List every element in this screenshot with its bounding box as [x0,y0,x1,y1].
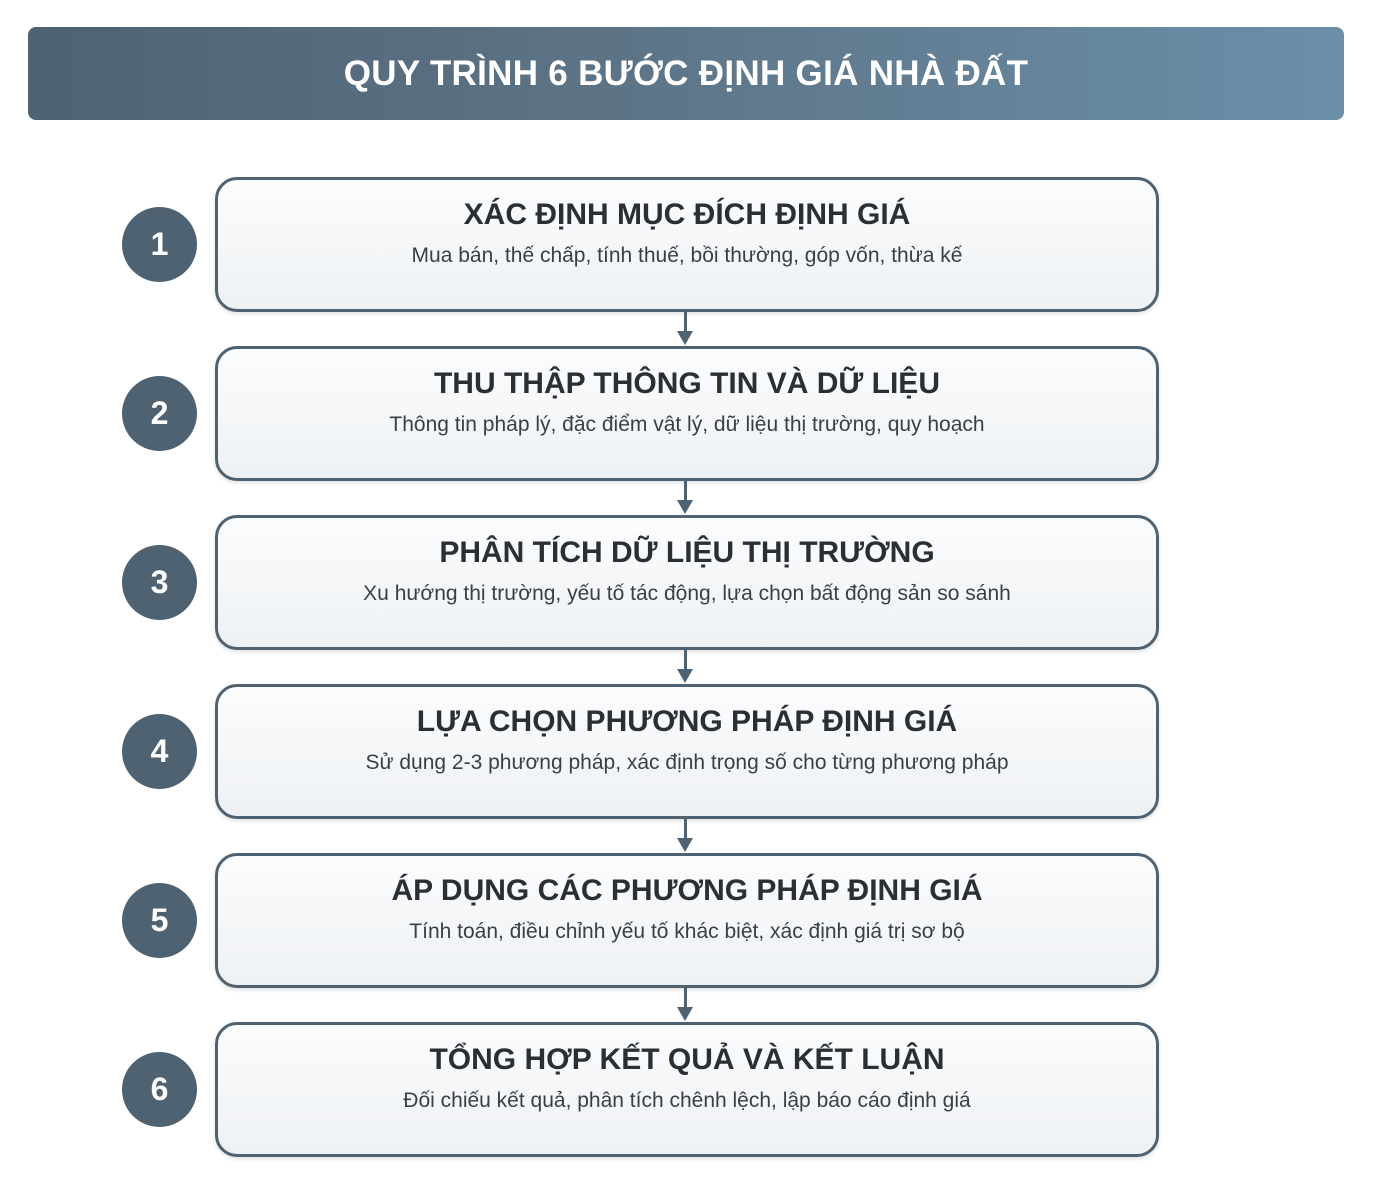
step-5 [0,853,1374,987]
step-description: Mua bán, thế chấp, tính thuế, bồi thường, góp vốn, thừa kế [411,244,963,267]
step-number-badge: 2 [122,376,197,451]
step-title: LỰA CHỌN PHƯƠNG PHÁP ĐỊNH GIÁ [416,705,958,738]
step-box [215,1022,1159,1157]
step-description: Đối chiếu kết quả, phân tích chênh lệch, lập báo cáo định giá [403,1089,971,1112]
step-title: TỔNG HỢP KẾT QUẢ VÀ KẾT LUẬN [429,1043,945,1076]
step-6 [0,1022,1374,1156]
arrow-down-icon [677,669,693,683]
page-title: QUY TRÌNH 6 BƯỚC ĐỊNH GIÁ NHÀ ĐẤT [343,53,1029,93]
step-title: XÁC ĐỊNH MỤC ĐÍCH ĐỊNH GIÁ [463,198,911,231]
step-title: THU THẬP THÔNG TIN VÀ DỮ LIỆU [433,367,940,400]
step-title: ÁP DỤNG CÁC PHƯƠNG PHÁP ĐỊNH GIÁ [391,874,983,907]
step-title: PHÂN TÍCH DỮ LIỆU THỊ TRƯỜNG [439,536,935,569]
arrow-down-icon [677,1007,693,1021]
title-banner [28,27,1344,120]
step-1 [0,177,1374,311]
step-box [215,515,1159,650]
step-number-badge: 1 [122,207,197,282]
step-number-badge: 3 [122,545,197,620]
arrow-down-icon [677,331,693,345]
arrow-down-icon [677,838,693,852]
step-2 [0,346,1374,480]
step-box [215,684,1159,819]
connector-line [684,309,687,333]
step-number-badge: 6 [122,1052,197,1127]
step-box [215,853,1159,988]
step-description: Sử dụng 2-3 phương pháp, xác định trọng số cho từng phương pháp [365,751,1009,774]
step-description: Xu hướng thị trường, yếu tố tác động, lựa chọn bất động sản so sánh [363,582,1011,605]
step-description: Tính toán, điều chỉnh yếu tố khác biệt, xác định giá trị sơ bộ [409,920,965,943]
connector-line [684,816,687,840]
connector-line [684,647,687,671]
arrow-down-icon [677,500,693,514]
step-number-badge: 5 [122,883,197,958]
step-description: Thông tin pháp lý, đặc điểm vật lý, dữ liệu thị trường, quy hoạch [389,413,985,436]
step-4 [0,684,1374,818]
step-box [215,346,1159,481]
step-number-badge: 4 [122,714,197,789]
step-3 [0,515,1374,649]
connector-line [684,985,687,1009]
step-box [215,177,1159,312]
connector-line [684,478,687,502]
